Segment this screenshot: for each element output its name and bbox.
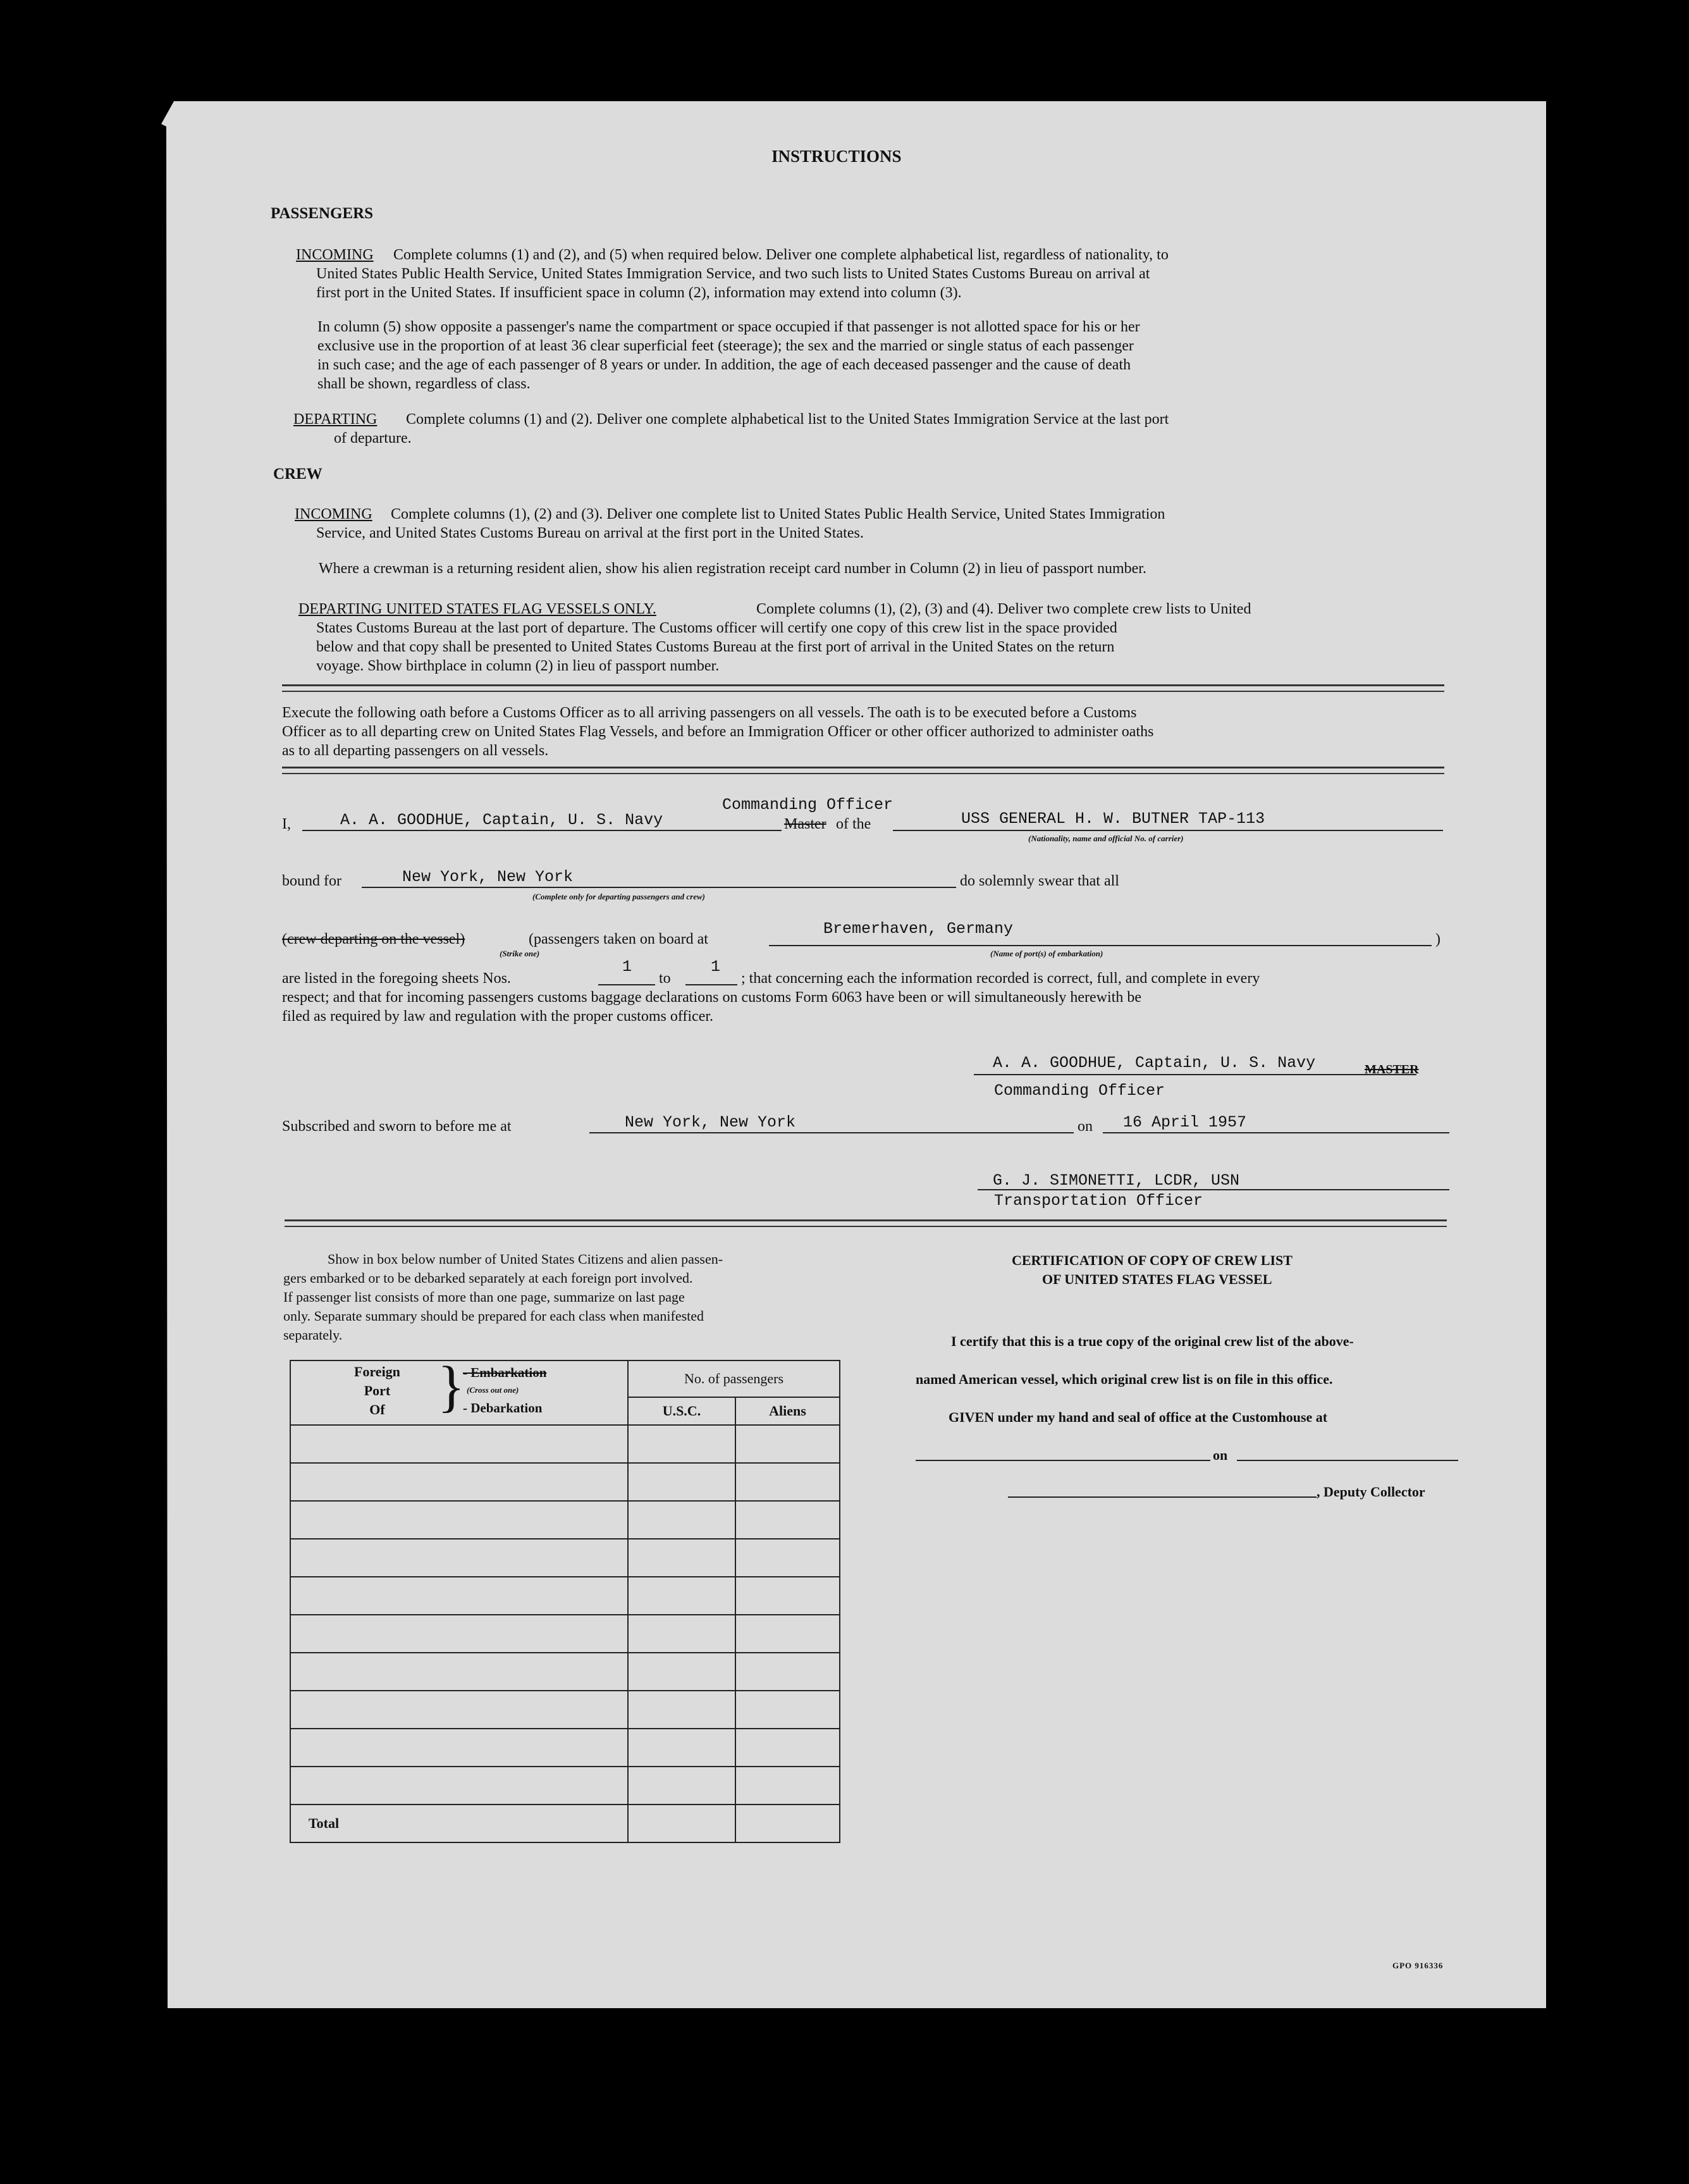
table-row bbox=[290, 1767, 840, 1805]
port-cell bbox=[290, 1767, 628, 1805]
port-cell bbox=[290, 1463, 628, 1501]
port-cell bbox=[290, 1615, 628, 1653]
commanding-officer-typed: Commanding Officer bbox=[722, 796, 894, 814]
of-the-label: of the bbox=[836, 816, 871, 832]
aliens-cell bbox=[735, 1615, 840, 1653]
crew-departing-line-1: Complete columns (1), (2), (3) and (4). Deliver two complete crew lists to United bbox=[756, 601, 1251, 617]
port-cell bbox=[290, 1691, 628, 1729]
aliens-total-cell bbox=[735, 1805, 840, 1842]
gpo-code: GPO 916336 bbox=[1392, 1961, 1444, 1970]
summary-note-5: separately. bbox=[283, 1327, 343, 1343]
total-label: Total bbox=[290, 1805, 628, 1842]
customhouse-line bbox=[916, 1460, 1210, 1461]
pass-col5-line-3: in such case; and the age of each passenger of 8 years or under. In addition, the age of each deceased passenger and the cause of death bbox=[317, 357, 1131, 373]
port-label: Port bbox=[364, 1383, 391, 1398]
bound-caption: (Complete only for departing passengers and crew) bbox=[532, 892, 705, 901]
summary-note-4: only. Separate summary should be prepared for each class when manifested bbox=[283, 1308, 704, 1324]
on-label: on bbox=[1078, 1118, 1093, 1135]
passengers-heading: PASSENGERS bbox=[271, 205, 374, 222]
pass-incoming-label: INCOMING bbox=[296, 247, 374, 263]
officer-field: G. J. SIMONETTI, LCDR, USN bbox=[993, 1171, 1240, 1190]
cert-line-3: GIVEN under my hand and seal of office at the Customhouse at bbox=[949, 1409, 1328, 1425]
sworn-date-field: 16 April 1957 bbox=[1123, 1113, 1247, 1132]
swear-text: do solemnly swear that all bbox=[960, 873, 1119, 889]
table-row bbox=[290, 1501, 840, 1539]
crew-struck: (crew departing on the vessel) bbox=[282, 931, 465, 947]
aliens-cell bbox=[735, 1425, 840, 1463]
passengers-text: (passengers taken on board at bbox=[529, 931, 708, 947]
table-row bbox=[290, 1539, 840, 1577]
crew-incoming-line-2: Service, and United States Customs Bureau on arrival at the first port in the United States. bbox=[316, 525, 864, 541]
summary-table bbox=[290, 1355, 840, 1843]
aliens-cell bbox=[735, 1653, 840, 1691]
aliens-cell bbox=[735, 1767, 840, 1805]
brace-icon: } bbox=[438, 1355, 465, 1418]
port-cell bbox=[290, 1539, 628, 1577]
master-sig-struck: MASTER bbox=[1365, 1063, 1419, 1077]
summary-note-1: Show in box below number of United States Citizens and alien passen- bbox=[328, 1251, 723, 1267]
sheet-to-line bbox=[685, 984, 737, 985]
table-row bbox=[290, 1691, 840, 1729]
sworn-date-line bbox=[1103, 1132, 1449, 1133]
port-header-cell bbox=[290, 1355, 628, 1425]
deputy-collector-label: , Deputy Collector bbox=[1317, 1484, 1425, 1500]
officer-title: Transportation Officer bbox=[994, 1192, 1203, 1210]
summary-note-2: gers embarked or to be debarked separately at each foreign port involved. bbox=[283, 1270, 693, 1286]
usc-cell bbox=[628, 1615, 735, 1653]
divider bbox=[282, 684, 1444, 692]
usc-cell bbox=[628, 1767, 735, 1805]
pass-incoming-line-1: Complete columns (1) and (2), and (5) when required below. Deliver one complete alphabetical list, regardless of nationality, to bbox=[393, 247, 1169, 263]
subscribed-text: Subscribed and sworn to before me at bbox=[282, 1118, 512, 1135]
table-row bbox=[290, 1577, 840, 1615]
page-title: INSTRUCTIONS bbox=[771, 147, 902, 166]
oath-i-label: I, bbox=[282, 816, 291, 832]
aliens-cell bbox=[735, 1729, 840, 1767]
port-line bbox=[769, 945, 1432, 946]
usc-total-cell bbox=[628, 1805, 735, 1842]
deputy-line bbox=[1008, 1496, 1317, 1498]
table-row bbox=[290, 1425, 840, 1463]
oath-instr-line-2: Officer as to all departing crew on United States Flag Vessels, and before an Immigration Officer or other officer authorized to administer oaths bbox=[282, 724, 1154, 740]
usc-cell bbox=[628, 1729, 735, 1767]
aliens-cell bbox=[735, 1691, 840, 1729]
sheet-to-field: 1 bbox=[711, 958, 721, 976]
listed-rest: ; that concerning each the information recorded is correct, full, and complete in every bbox=[741, 970, 1260, 987]
sheet-from-line bbox=[598, 984, 655, 985]
port-caption: (Name of port(s) of embarkation) bbox=[990, 949, 1103, 958]
cert-title-2: OF UNITED STATES FLAG VESSEL bbox=[1042, 1271, 1272, 1287]
strike-caption: (Strike one) bbox=[500, 949, 540, 958]
usc-cell bbox=[628, 1463, 735, 1501]
to-label: to bbox=[659, 970, 671, 987]
total-row bbox=[290, 1805, 840, 1842]
table-row bbox=[290, 1463, 840, 1501]
embarkation-label: - Embarkation bbox=[463, 1365, 547, 1380]
usc-cell bbox=[628, 1653, 735, 1691]
aliens-header: Aliens bbox=[735, 1397, 840, 1425]
crew-departing-line-3: below and that copy shall be presented to United States Customs Bureau at the first port of arrival in the United States on the return bbox=[316, 639, 1115, 655]
signature-line bbox=[974, 1074, 1416, 1075]
crew-incoming-line-1: Complete columns (1), (2) and (3). Deliver one complete list to United States Public Health Service, United States Immigration bbox=[391, 506, 1165, 522]
crew-alien-note: Where a crewman is a returning resident alien, show his alien registration receipt card number in Column (2) in lieu of passport number. bbox=[319, 560, 1146, 577]
usc-cell bbox=[628, 1501, 735, 1539]
usc-cell bbox=[628, 1691, 735, 1729]
table-row bbox=[290, 1653, 840, 1691]
oath-line-3: filed as required by law and regulation with the proper customs officer. bbox=[282, 1008, 714, 1025]
aliens-cell bbox=[735, 1501, 840, 1539]
sheet-from-field: 1 bbox=[622, 958, 632, 976]
pass-col5-line-4: shall be shown, regardless of class. bbox=[317, 376, 531, 392]
sig-title: Commanding Officer bbox=[994, 1082, 1165, 1100]
pass-col5-line-2: exclusive use in the proportion of at least 36 clear superficial feet (steerage); the sex and the married or single status of each passenger bbox=[317, 338, 1134, 354]
port-field: Bremerhaven, Germany bbox=[823, 920, 1014, 938]
divider bbox=[282, 767, 1444, 774]
crew-incoming-label: INCOMING bbox=[295, 506, 372, 522]
listed-text: are listed in the foregoing sheets Nos. bbox=[282, 970, 511, 987]
pass-departing-line-2: of departure. bbox=[334, 430, 412, 447]
aliens-cell bbox=[735, 1539, 840, 1577]
table-row bbox=[290, 1615, 840, 1653]
cert-line-2: named American vessel, which original crew list is on file in this office. bbox=[916, 1371, 1333, 1387]
summary-note-3: If passenger list consists of more than one page, summarize on last page bbox=[283, 1289, 685, 1305]
bound-for-field: New York, New York bbox=[402, 868, 574, 886]
usc-cell bbox=[628, 1539, 735, 1577]
port-cell bbox=[290, 1653, 628, 1691]
pass-departing-line-1: Complete columns (1) and (2). Deliver one complete alphabetical list to the United States Immigration Service at the last port bbox=[406, 411, 1169, 428]
crew-departing-label: DEPARTING UNITED STATES FLAG VESSELS ONLY. bbox=[298, 601, 656, 617]
vessel-caption: (Nationality, name and official No. of carrier) bbox=[1028, 834, 1184, 843]
pass-departing-label: DEPARTING bbox=[293, 411, 378, 428]
bound-for-line bbox=[362, 887, 956, 888]
cert-on-label: on bbox=[1213, 1447, 1228, 1463]
oath-instr-line-3: as to all departing passengers on all vessels. bbox=[282, 743, 549, 759]
oath-name-field: A. A. GOODHUE, Captain, U. S. Navy bbox=[340, 811, 663, 829]
oath-instr-line-1: Execute the following oath before a Customs Officer as to all arriving passengers on all vessels. The oath is to be executed before a Customs bbox=[282, 705, 1137, 721]
vessel-line bbox=[893, 830, 1443, 831]
master-struck: Master bbox=[784, 816, 826, 832]
cert-title-1: CERTIFICATION OF COPY OF CREW LIST bbox=[1012, 1252, 1293, 1268]
table-row bbox=[290, 1729, 840, 1767]
signature-field: A. A. GOODHUE, Captain, U. S. Navy bbox=[993, 1054, 1316, 1072]
pass-incoming-line-2: United States Public Health Service, United States Immigration Service, and two such lists to United States Customs Bureau on arrival at bbox=[316, 266, 1150, 282]
oath-line-2: respect; and that for incoming passengers customs baggage declarations on customs Form 6063 have been or will simultaneously herewith be bbox=[282, 989, 1141, 1006]
port-cell bbox=[290, 1577, 628, 1615]
cert-date-line bbox=[1237, 1460, 1458, 1461]
close-paren: ) bbox=[1435, 931, 1440, 947]
vessel-field: USS GENERAL H. W. BUTNER TAP-113 bbox=[961, 810, 1265, 828]
foreign-label: Foreign bbox=[354, 1364, 400, 1379]
aliens-cell bbox=[735, 1577, 840, 1615]
sworn-place-line bbox=[589, 1132, 1074, 1133]
aliens-cell bbox=[735, 1463, 840, 1501]
port-cell bbox=[290, 1501, 628, 1539]
of-label: Of bbox=[369, 1402, 385, 1417]
debarkation-label: - Debarkation bbox=[463, 1400, 543, 1416]
usc-header: U.S.C. bbox=[628, 1397, 735, 1425]
bound-for-label: bound for bbox=[282, 873, 341, 889]
port-cell bbox=[290, 1729, 628, 1767]
cross-out-label: (Cross out one) bbox=[467, 1385, 519, 1395]
crew-departing-line-4: voyage. Show birthplace in column (2) in lieu of passport number. bbox=[316, 658, 720, 674]
usc-cell bbox=[628, 1425, 735, 1463]
cert-line-1: I certify that this is a true copy of the original crew list of the above- bbox=[951, 1333, 1354, 1349]
sworn-place-field: New York, New York bbox=[625, 1113, 796, 1132]
crew-heading: CREW bbox=[273, 466, 322, 483]
port-cell bbox=[290, 1425, 628, 1463]
divider bbox=[285, 1219, 1447, 1227]
crew-departing-line-2: States Customs Bureau at the last port of departure. The Customs officer will certify one copy of this crew list in the space provided bbox=[316, 620, 1117, 636]
name-line bbox=[302, 830, 782, 831]
usc-cell bbox=[628, 1577, 735, 1615]
pass-incoming-line-3: first port in the United States. If insufficient space in column (2), information may extend into column (3). bbox=[316, 285, 962, 301]
no-passengers-header: No. of passengers bbox=[628, 1360, 840, 1397]
pass-col5-line-1: In column (5) show opposite a passenger's name the compartment or space occupied if that passenger is not allotted space for his or her bbox=[317, 319, 1140, 335]
